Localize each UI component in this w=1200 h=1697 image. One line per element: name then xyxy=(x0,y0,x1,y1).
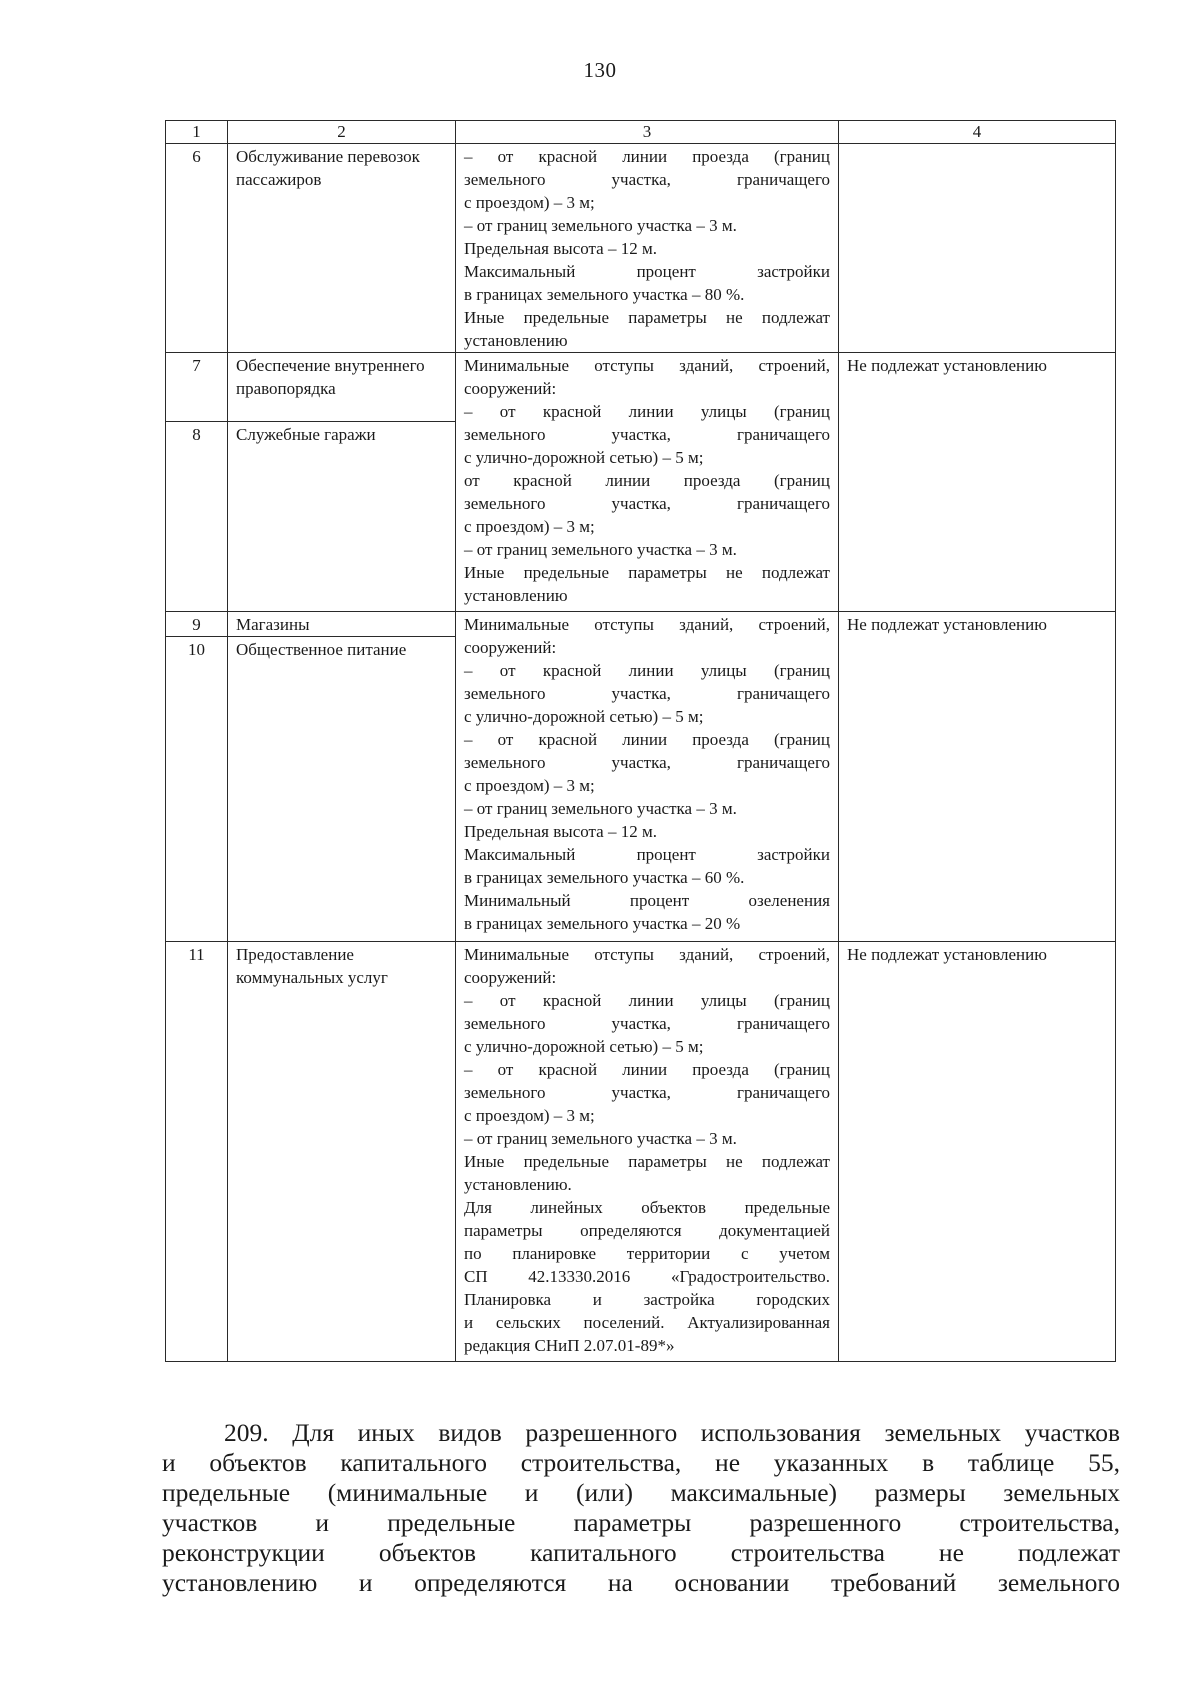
param-line: с улично-дорожной сетью) – 5 м; xyxy=(464,1037,704,1056)
param-line: сооружений: xyxy=(464,379,557,398)
param-line: Для линейных объектов предельные xyxy=(464,1198,830,1217)
param-line: установлению xyxy=(464,331,568,350)
paragraph-line: предельные (минимальные и (или) максимальные) размеры земельных xyxy=(162,1478,1120,1507)
row-number: 9 xyxy=(166,612,228,637)
param-line: Минимальные отступы зданий, строений, xyxy=(464,356,830,375)
param-line: – от красной линии улицы (границ xyxy=(464,991,830,1010)
header-cell: 2 xyxy=(228,121,456,144)
param-line: Иные предельные параметры не подлежат xyxy=(464,1152,830,1171)
param-line: сооружений: xyxy=(464,968,557,987)
param-line: Иные предельные параметры не подлежат xyxy=(464,563,830,582)
row-number: 11 xyxy=(166,942,228,1362)
param-line: по планировке территории с учетом xyxy=(464,1244,830,1263)
param-line: с проездом) – 3 м; xyxy=(464,776,595,795)
param-line: в границах земельного участка – 80 %. xyxy=(464,285,745,304)
header-cell: 1 xyxy=(166,121,228,144)
param-line: Максимальный процент застройки xyxy=(464,262,830,281)
header-cell: 3 xyxy=(456,121,839,144)
table-row xyxy=(166,144,1116,353)
row-number: 8 xyxy=(166,422,228,612)
table-row xyxy=(166,942,1116,1362)
parameters-cell xyxy=(456,353,839,612)
param-line: Минимальные отступы зданий, строений, xyxy=(464,615,830,634)
header-cell: 4 xyxy=(839,121,1116,144)
paragraph-line: установлению и определяются на основании требований земельного xyxy=(162,1568,1120,1597)
paragraph-line: 209. Для иных видов разрешенного использования земельных участков xyxy=(224,1418,1120,1447)
param-line: редакция СНиП 2.07.01-89*» xyxy=(464,1336,675,1355)
param-line: Предельная высота – 12 м. xyxy=(464,822,657,841)
parameters-cell xyxy=(456,612,839,942)
param-line: Иные предельные параметры не подлежат xyxy=(464,308,830,327)
parameters-table xyxy=(165,120,1116,1362)
param-line: – от границ земельного участка – 3 м. xyxy=(464,540,737,559)
param-line: – от красной линии проезда (границ xyxy=(464,1060,830,1079)
parameters-cell xyxy=(456,144,839,353)
paragraph-line: и объектов капитального строительства, не указанных в таблице 55, xyxy=(162,1448,1120,1477)
table-header-row xyxy=(166,121,1116,144)
param-line: с проездом) – 3 м; xyxy=(464,1106,595,1125)
table-row xyxy=(166,353,1116,422)
param-line: Минимальные отступы зданий, строений, xyxy=(464,945,830,964)
col4-cell: Не подлежат установлению xyxy=(839,942,1116,1362)
param-line: – от красной линии проезда (границ xyxy=(464,730,830,749)
param-line: с проездом) – 3 м; xyxy=(464,517,595,536)
col4-cell: Не подлежат установлению xyxy=(839,612,1116,942)
parameters-cell xyxy=(456,942,839,1362)
row-number: 7 xyxy=(166,353,228,422)
param-line: Минимальный процент озеленения xyxy=(464,891,830,910)
param-line: с проездом) – 3 м; xyxy=(464,193,595,212)
param-line: параметры определяются документацией xyxy=(464,1221,830,1240)
param-line: с улично-дорожной сетью) – 5 м; xyxy=(464,448,704,467)
table-row xyxy=(166,612,1116,637)
param-line: с улично-дорожной сетью) – 5 м; xyxy=(464,707,704,726)
use-type-name: Предоставление коммунальных услуг xyxy=(228,942,456,1362)
param-line: СП 42.13330.2016 «Градостроительство. xyxy=(464,1267,830,1286)
param-line: в границах земельного участка – 60 %. xyxy=(464,868,745,887)
param-line: земельного участка, граничащего xyxy=(464,1014,830,1033)
param-line: Планировка и застройка городских xyxy=(464,1290,830,1309)
param-line: Предельная высота – 12 м. xyxy=(464,239,657,258)
paragraph-line: участков и предельные параметры разрешенного строительства, xyxy=(162,1508,1120,1537)
param-line: земельного участка, граничащего xyxy=(464,753,830,772)
param-line: земельного участка, граничащего xyxy=(464,1083,830,1102)
param-line: земельного участка, граничащего xyxy=(464,170,830,189)
param-line: Максимальный процент застройки xyxy=(464,845,830,864)
param-line: в границах земельного участка – 20 % xyxy=(464,914,741,933)
use-type-name: Обеспечение внутреннего правопорядка xyxy=(228,353,456,422)
param-line: – от границ земельного участка – 3 м. xyxy=(464,216,737,235)
param-line: земельного участка, граничащего xyxy=(464,425,830,444)
paragraph-line: реконструкции объектов капитального строительства не подлежат xyxy=(162,1538,1120,1567)
param-line: – от границ земельного участка – 3 м. xyxy=(464,799,737,818)
paragraph-209 xyxy=(162,1418,1120,1598)
row-number: 6 xyxy=(166,144,228,353)
use-type-name: Общественное питание xyxy=(228,637,456,942)
param-line: сооружений: xyxy=(464,638,557,657)
col4-cell: Не подлежат установлению xyxy=(839,353,1116,612)
row-number: 10 xyxy=(166,637,228,942)
param-line: – от красной линии улицы (границ xyxy=(464,661,830,680)
use-type-name: Обслуживание перевозок пассажиров xyxy=(228,144,456,353)
param-line: установлению xyxy=(464,586,568,605)
page-number: 130 xyxy=(583,58,617,82)
param-line: – от красной линии проезда (границ xyxy=(464,147,830,166)
param-line: земельного участка, граничащего xyxy=(464,494,830,513)
param-line: – от красной линии улицы (границ xyxy=(464,402,830,421)
param-line: установлению. xyxy=(464,1175,572,1194)
param-line: и сельских поселений. Актуализированная xyxy=(464,1313,830,1332)
param-line: земельного участка, граничащего xyxy=(464,684,830,703)
param-line: – от границ земельного участка – 3 м. xyxy=(464,1129,737,1148)
param-line: от красной линии проезда (границ xyxy=(464,471,830,490)
use-type-name: Магазины xyxy=(228,612,456,637)
use-type-name: Служебные гаражи xyxy=(228,422,456,612)
col4-cell xyxy=(839,144,1116,353)
